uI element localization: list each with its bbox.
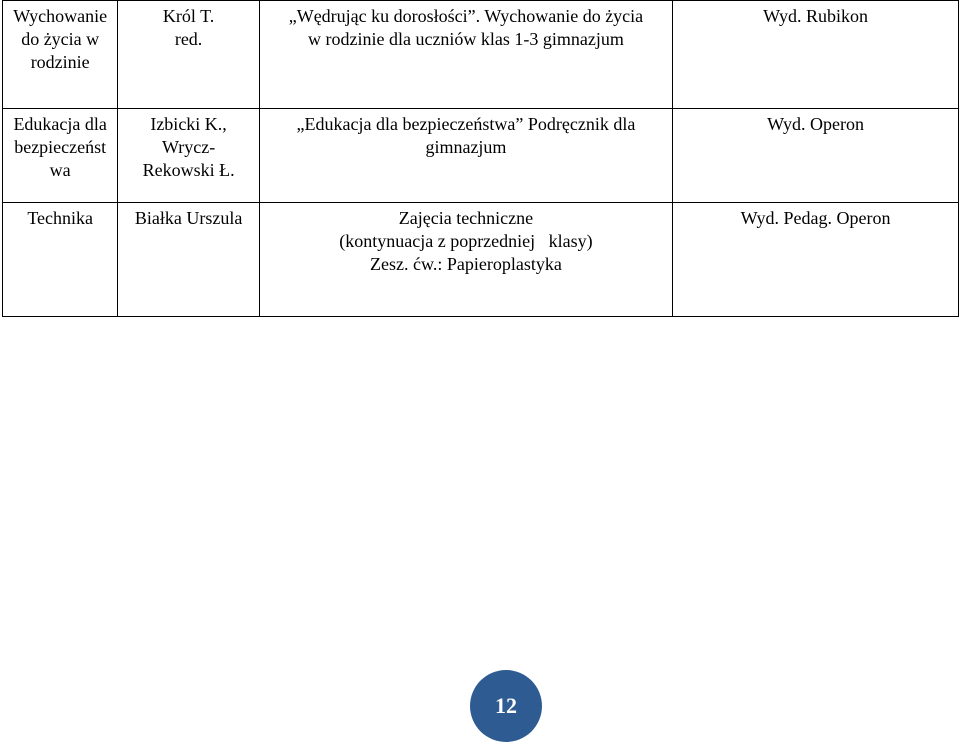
subject-cell — [3, 109, 118, 203]
publisher-cell — [673, 1, 959, 109]
title-cell — [259, 109, 672, 203]
author-line: Białka Urszula — [134, 208, 243, 228]
table-row — [3, 203, 959, 317]
subject-text: Wychowanie do życia w rodzinie — [13, 6, 108, 72]
title-cell — [259, 203, 672, 317]
title-line: „Edukacja dla bezpieczeństwa” Podręcznik dla — [296, 114, 636, 134]
title-line: (kontynuacja z poprzedniej klasy) — [339, 231, 593, 251]
author-line: Wrycz- — [161, 137, 216, 157]
subject-cell — [3, 203, 118, 317]
page-number-badge — [470, 670, 542, 742]
publisher-text: Wyd. Operon — [767, 114, 864, 134]
title-line: w rodzinie dla uczniów klas 1-3 gimnazjum — [307, 29, 624, 49]
publisher-cell — [673, 109, 959, 203]
title-line: Zesz. ćw.: Papieroplastyka — [370, 254, 562, 274]
publisher-text: Wyd. Rubikon — [763, 6, 868, 26]
author-line: Król T. — [162, 6, 215, 26]
table-row — [3, 1, 959, 109]
author-cell — [118, 1, 259, 109]
author-line: red. — [174, 29, 203, 49]
title-line: gimnazjum — [425, 137, 507, 157]
author-line: Rekowski Ł. — [142, 160, 235, 180]
publisher-text: Wyd. Pedag. Operon — [740, 208, 891, 228]
publisher-cell — [673, 203, 959, 317]
title-line: „Wędrując ku dorosłości”. Wychowanie do życia — [288, 6, 644, 26]
title-cell — [259, 1, 672, 109]
author-cell — [118, 109, 259, 203]
subject-cell — [3, 1, 118, 109]
subject-text: Edukacja dla bezpieczeńst wa — [13, 114, 107, 180]
page-number: 12 — [495, 693, 517, 718]
textbook-table — [2, 0, 959, 317]
author-cell — [118, 203, 259, 317]
subject-text: Technika — [27, 208, 94, 228]
author-line: Izbicki K., — [150, 114, 227, 134]
title-line: Zajęcia techniczne — [398, 208, 534, 228]
table-row — [3, 109, 959, 203]
